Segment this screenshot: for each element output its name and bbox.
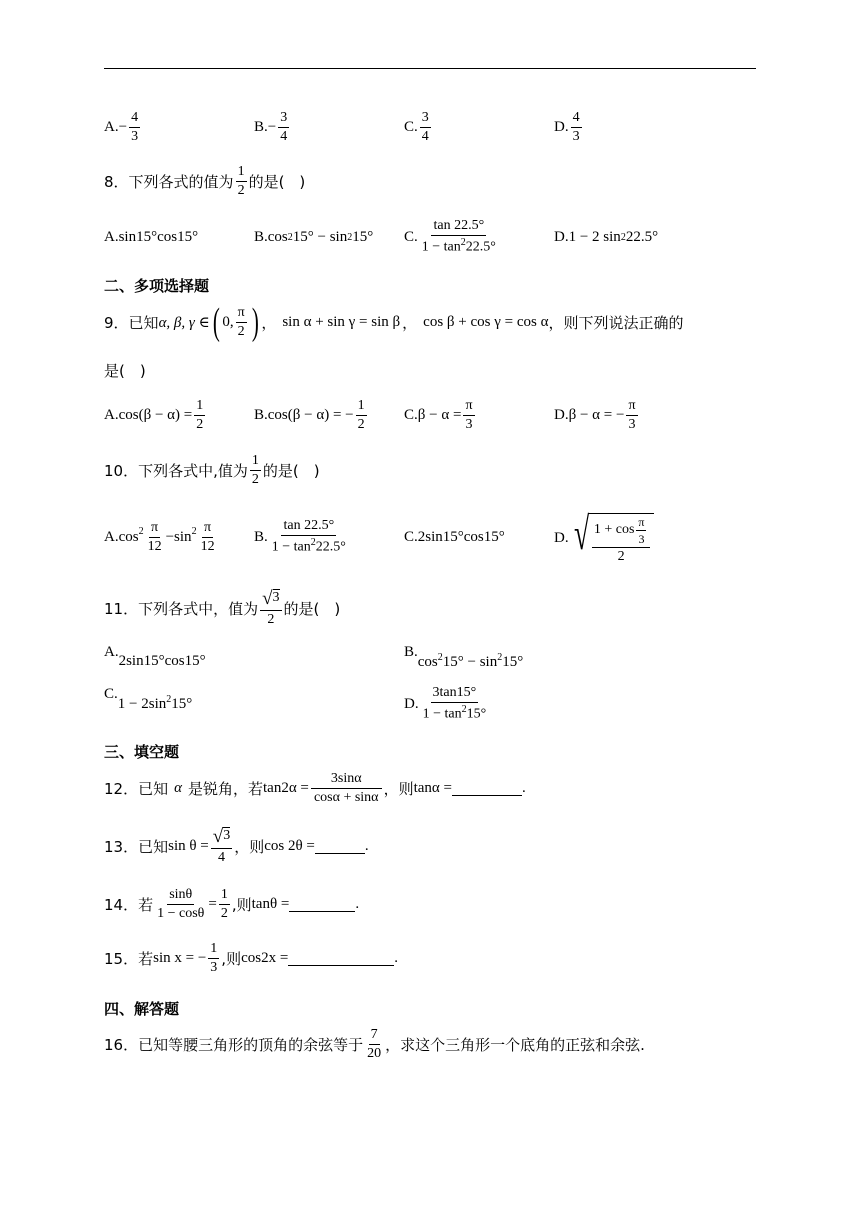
q8-option-c[interactable]: C. $\frac{\tan 22.5^\circ}{1 - \tan^222.5^\circ}$ (404, 218, 496, 255)
fraction: $\frac{\tan 22.5^\circ}{1 - \tan^222.5^\circ}$ (421, 218, 496, 255)
fraction: $\frac{\tan 22.5^\circ}{1 - \tan^222.5^\circ}$ (271, 518, 346, 555)
q9-stem: 9． 已知 α, β, γ ∈ ( 0, $\frac{\pi}{2}$ ) ， sin α + sin γ = sin β ， cos β + cos γ = cos α ，则下列说法正确的 (104, 301, 684, 343)
answer-blank[interactable] (289, 897, 355, 912)
fraction: $\frac{7}{20}$ (367, 1026, 382, 1061)
fraction: $\frac{3}{4}$ (280, 109, 288, 144)
fraction: $\frac{1}{2}$ (251, 452, 259, 487)
q7-option-d[interactable]: D. $\frac{4}{3}$ (554, 109, 580, 144)
q9-stem-continued: 是( ) (104, 362, 146, 380)
fraction: 1 + cos $\frac{\pi}{3}$ 2 (592, 516, 651, 564)
fraction: $\frac{1}{2}$ (357, 397, 365, 432)
answer-blank[interactable] (452, 781, 522, 796)
fraction: $\frac{\pi}{12}$ (147, 519, 162, 554)
q9-option-a[interactable]: A. cos(β − α) = $\frac{1}{2}$ (104, 397, 204, 432)
fraction: $\frac{\pi}{2}$ (237, 304, 245, 339)
fraction: √ 3 2 (262, 588, 280, 627)
q15: 15． 若 sin x = − $\frac{1}{3}$ ,则 cos2x = . (104, 940, 399, 975)
q16: 16． 已知等腰三角形的顶角的余弦等于 $\frac{7}{20}$ ，求这个三角形一个底角的正弦和余弦. (104, 1026, 645, 1061)
q8-option-a[interactable]: A. sin15°cos15° (104, 228, 199, 245)
q11-option-a[interactable]: A. 2sin15°cos15° (104, 644, 206, 669)
section-title-fill-in: 三、填空题 (104, 743, 180, 761)
q13: 13． 已知 sin θ = √ 3 4 ，则 cos 2θ = . (104, 826, 369, 865)
fraction: $\frac{1}{2}$ (220, 886, 228, 921)
q9-options (104, 392, 756, 438)
fraction: $\frac{4}{3}$ (572, 109, 580, 144)
q7-options (104, 104, 756, 150)
q12: 12． 已知 α 是锐角，若 tan2α = $\frac{3\sin\alpha}{\cos\alpha + \sin\alpha}$ ，则 tanα = . (104, 770, 526, 805)
section-title-multiple-choice: 二、多项选择题 (104, 277, 210, 295)
fraction: $\frac{\pi}{12}$ (200, 519, 215, 554)
fraction: √ 3 4 (212, 826, 231, 865)
q14: 14． 若 $\frac{\sin\theta}{1 - \cos\theta}$ = $\frac{1}{2}$ ,则 tanθ = . (104, 886, 360, 921)
fraction: $\frac{1}{3}$ (210, 940, 218, 975)
fraction: $\frac{3\sin\alpha}{\cos\alpha + \sin\alpha}$ (311, 772, 382, 805)
fraction: $\frac{\sin\theta}{1 - \cos\theta}$ (157, 886, 205, 921)
q10-option-a[interactable]: A. cos $^2$ $\frac{\pi}{12}$ −sin $^2$ $\frac{\pi}{12}$ (104, 519, 215, 554)
q8-options (104, 214, 756, 260)
q8-stem: 8． 下列各式的值为 $\frac{1}{2}$ 的是( ) (104, 163, 306, 198)
q11-options (104, 644, 756, 730)
q9-option-c[interactable]: C. β − α = $\frac{\pi}{3}$ (404, 397, 473, 432)
q7-option-b[interactable]: B. − $\frac{3}{4}$ (254, 109, 288, 144)
q10-option-c[interactable]: C. 2sin15°cos15° (404, 528, 505, 545)
q11-stem: 11． 下列各式中，值为 √ 3 2 的是( ) (104, 588, 341, 627)
q9-option-b[interactable]: B. cos(β − α) = − $\frac{1}{2}$ (254, 397, 365, 432)
q10-options (104, 508, 756, 568)
section-title-answer: 四、解答题 (104, 1000, 180, 1018)
q11-option-b[interactable]: B. $\cos^215^\circ - \sin^215^\circ$ (404, 644, 524, 670)
q10-option-d[interactable]: D. √ 1 + cos $\frac{\pi}{3}$ 2 (554, 508, 654, 568)
q11-option-c[interactable]: C. $1 - 2\sin^215^\circ$ (104, 686, 193, 712)
q8-option-d[interactable]: D. 1 − 2 sin 2 22.5° (554, 228, 659, 245)
fraction: $\frac{4}{3}$ (131, 109, 139, 144)
fraction: $\frac{\pi}{3}$ (628, 397, 636, 432)
fraction: $\frac{3}{4}$ (421, 109, 429, 144)
answer-blank[interactable] (288, 951, 394, 966)
square-root: √ 3 (262, 588, 280, 609)
q9-option-d[interactable]: D. β − α = − $\frac{\pi}{3}$ (554, 397, 636, 432)
fraction: $\frac{\pi}{3}$ (465, 397, 473, 432)
fraction: $\frac{1}{2}$ (237, 163, 245, 198)
fraction: $\frac{1}{2}$ (196, 397, 204, 432)
answer-blank[interactable] (315, 839, 365, 854)
q7-option-a[interactable]: A. − $\frac{4}{3}$ (104, 109, 139, 144)
q11-option-d[interactable]: D. $\frac{3\tan 15^\circ}{1 - \tan^215^\circ}$ (404, 685, 487, 722)
q10-option-b[interactable]: B. $\frac{\tan 22.5^\circ}{1 - \tan^222.5^\circ}$ (254, 518, 346, 555)
q10-stem: 10． 下列各式中,值为 $\frac{1}{2}$ 的是( ) (104, 452, 320, 487)
header-rule (104, 68, 756, 69)
q7-option-c[interactable]: C. $\frac{3}{4}$ (404, 109, 429, 144)
square-root: √ 3 (212, 826, 231, 847)
fraction: $\frac{3\tan 15^\circ}{1 - \tan^215^\circ}$ (422, 685, 487, 722)
q8-option-b[interactable]: B. cos 2 15° − sin 2 15° (254, 228, 374, 245)
square-root: √ 1 + cos $\frac{\pi}{3}$ 2 (569, 513, 655, 564)
